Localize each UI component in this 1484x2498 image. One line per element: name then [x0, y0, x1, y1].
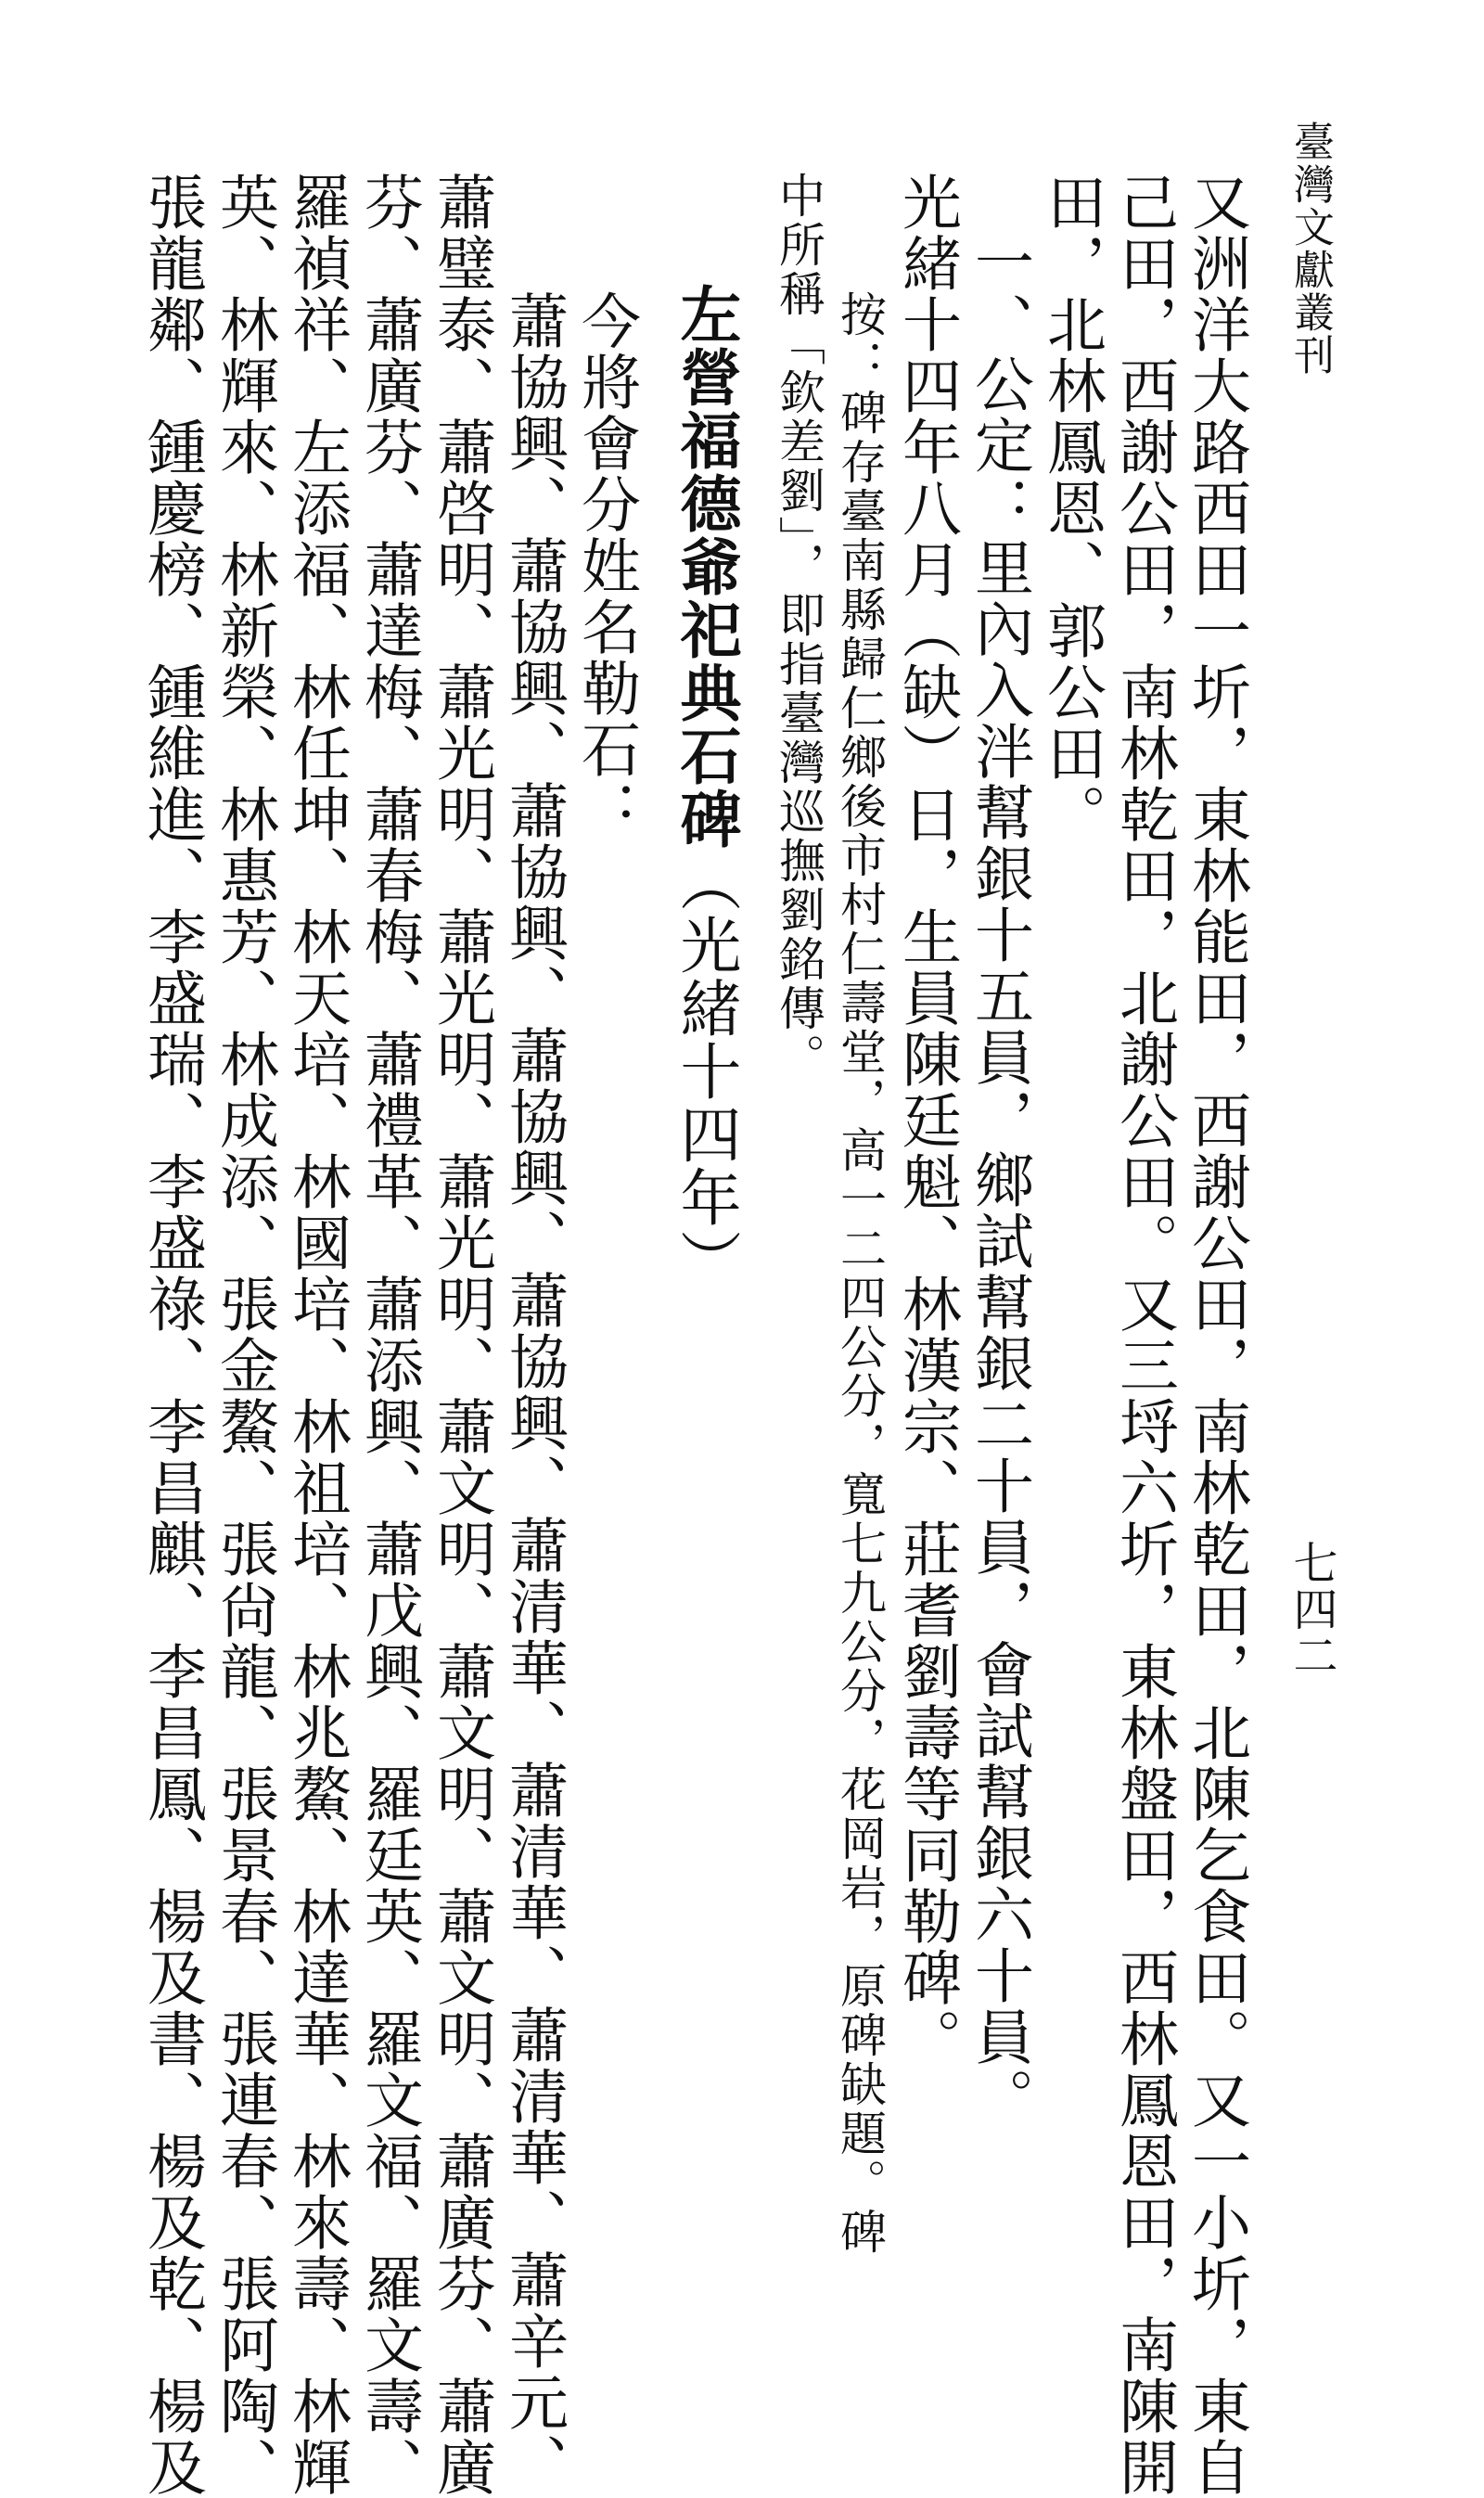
text-column-5: 光緒十四年八月（缺）日，生員陳廷魁、林漢宗、莊耆劉壽等同勒碑。 — [892, 172, 961, 2069]
section-title — [657, 172, 753, 2101]
text-column-10: 蕭協興、蕭協興、蕭協興、蕭協興、蕭協興、蕭清華、蕭清華、蕭清華、蕭辛元、 — [499, 290, 568, 2494]
text-column-14: 英、林輝來、林新榮、林惠芳、林成添、張金鰲、張尙龍、張景春、張連春、張阿陶、 — [210, 172, 278, 2498]
note-column-1: 按：碑存臺南縣歸仁鄉後市村仁壽堂，高一二四公分，寬七九公分，花岡岩，原碑缺題。碑 — [833, 290, 887, 2257]
text-column-3: 田，北林鳳恩、郭公田。 — [1037, 172, 1106, 845]
running-title: 臺灣文獻叢刊 — [1286, 121, 1334, 377]
text-column-2: 己田，西謝公田，南林乾田，北謝公田。又三埒六圻，東林盤田，西林鳳恩田，南陳開 — [1109, 172, 1178, 2498]
text-column-1: 又洲洋大路西田一圻，東林能田，西謝公田，南林乾田，北陳乞食田。又一小圻，東自 — [1182, 172, 1250, 2498]
section-title-year: （光緒十四年） — [670, 851, 741, 1292]
text-column-13: 羅禎祥、左添福、林任坤、林天培、林國培、林祖培、林兆鰲、林達華、林來壽、林輝 — [282, 172, 351, 2498]
text-column-11: 蕭璧泰、蕭啓明、蕭光明、蕭光明、蕭光明、蕭文明、蕭文明、蕭文明、蕭廣芬、蕭廣 — [427, 172, 495, 2498]
text-column-15: 張龍鄰、鍾慶榜、鍾維進、李盛瑞、李盛祿、李昌麒、李昌鳳、楊及書、楊及乾、楊及 — [137, 172, 206, 2498]
section-gap — [753, 172, 768, 2101]
page-number: 七四二 — [1286, 1540, 1337, 1679]
text-column-12: 芬、蕭廣芬、蕭達梅、蕭春梅、蕭禮革、蕭添興、蕭戊興、羅廷英、羅文福、羅文壽、 — [354, 172, 423, 2498]
note-column-2: 中所稱「欽差劉」，即指臺灣巡撫劉銘傳。 — [772, 172, 825, 1082]
text-column-9: 今將會分姓名勒石： — [571, 290, 640, 841]
section-gap — [642, 172, 657, 2101]
text-column-4: 一、公定：里內入泮幫銀十五員，鄉試幫銀二十員，會試幫銀六十員。 — [965, 231, 1033, 2129]
section-title-text: 左營福德爺祀典石碑 — [670, 283, 741, 851]
vertical-text-body — [135, 172, 1252, 2498]
